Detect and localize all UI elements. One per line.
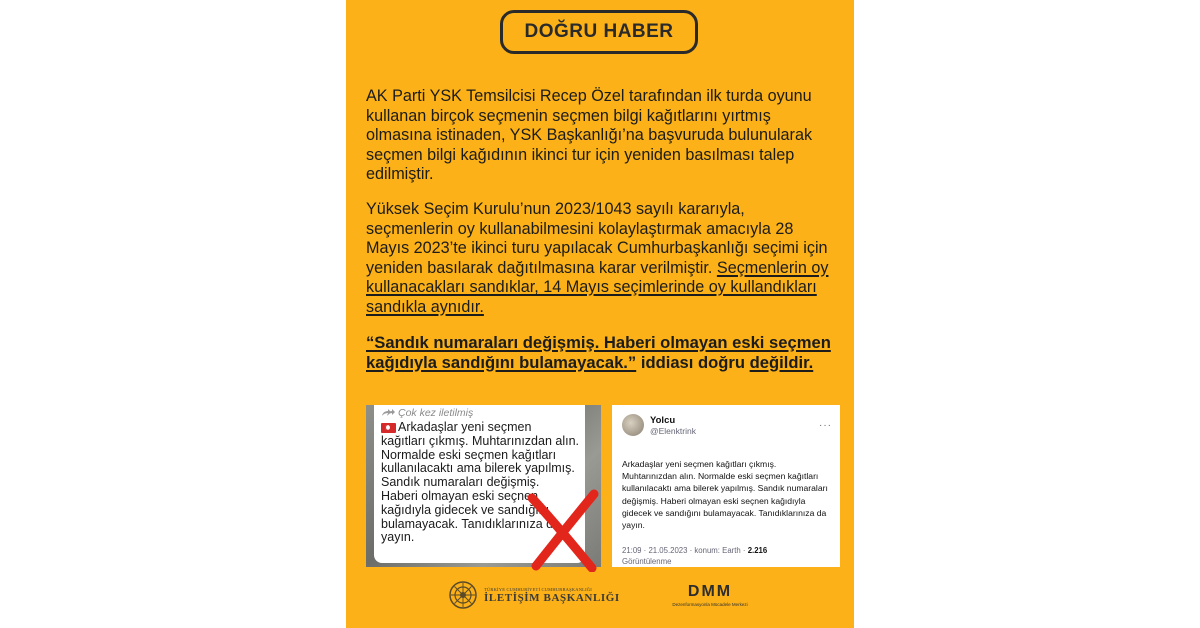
tweet-timestamp: 21:09 · 21.05.2023 · konum: Earth ·	[622, 546, 748, 556]
iletisim-text	[484, 587, 620, 604]
claim-verdict	[366, 333, 836, 372]
iletisim-baskanligi-logo	[448, 580, 620, 610]
tweet-name: Yolcu	[650, 414, 676, 426]
forwarded-text: Çok kez iletilmiş	[398, 407, 474, 419]
paragraph-ysk-underlined: Seçmenlerin oy kullanacakları sandıklar, 14 Mayıs seçimlerinde oy kullandıkları sandıkla aynıdır.	[366, 258, 829, 316]
forwarded-label	[381, 407, 579, 419]
iletisim-big: İLETİŞİM BAŞKANLIĞI	[484, 591, 620, 604]
claim-quote: “Sandık numaraları değişmiş. Haberi olmayan eski seçmen kağıdıyla sandığını bulamayacak.”	[366, 333, 831, 372]
tweet-screenshot	[612, 405, 840, 567]
paragraph-ysk-decision	[366, 200, 836, 317]
dmm-title: DMM	[687, 583, 733, 600]
tweet-handle: @Elenktrink	[650, 425, 696, 436]
paragraph-ysk-request: AK Parti YSK Temsilcisi Recep Özel tarafından ilk turda oyunu kullanan birçok seçmenin seçmen bilgi kağıtlarını yırtmış olmasına istinaden, YSK Başkanlığı’na başvuruda bulunularak seçmen bilgi kağıdının ikinci tur için yeniden basılması talep edilmiştir.	[366, 87, 813, 183]
poster	[346, 0, 854, 628]
tweet-views-count: 2.216	[747, 546, 768, 556]
verdict-end: değildir.	[749, 352, 814, 372]
whatsapp-message-text: Arkadaşlar yeni seçmen kağıtları çıkmış. Muhtarınızdan alın. Normalde eski seçmen kağıtları kullanılacaktı ama bilerek yapılmış. Sandık numaraları değişmiş. Haberi olmayan eski seçnen kağıdıyla gidecek ve sandığını bulamayacak. Tanıdıklarınıza da yayın.	[381, 420, 579, 545]
iletisim-small: TÜRKİYE CUMHURİYETİ CUMHURBAŞKANLIĞI	[484, 586, 592, 592]
false-x-icon	[526, 488, 602, 572]
seal-icon	[448, 580, 478, 610]
tweet-views-label: Görüntülenme	[622, 557, 672, 567]
avatar	[622, 414, 644, 436]
tweet-user	[650, 415, 696, 436]
verdict-mid: iddiası doğru	[636, 352, 750, 372]
badge-label: DOĞRU HABER	[524, 21, 674, 42]
dmm-logo	[664, 584, 756, 607]
paragraph-ysk-decision-text: Yüksek Seçim Kurulu’nun 2023/1043 sayılı kararıyla, seçmenlerin oy kullanabilmesini kolaylaştırmak amacıyla 28 Mayıs 2023’te ikinci turu yapılacak Cumhurbaşkanlığı seçimi için yeniden basılarak dağıtılmasına karar verilmiştir.	[366, 200, 828, 277]
dogru-haber-badge	[500, 10, 698, 54]
tweet-header	[622, 414, 832, 436]
tweet-meta	[622, 545, 832, 567]
forward-arrows-icon	[381, 409, 395, 417]
more-options-icon: ···	[819, 419, 832, 431]
tweet-body: Arkadaşlar yeni seçmen kağıtları çıkmış. Muhtarınızdan alın. Normalde eski seçmen kağıtları kullanılacaktı ama bilerek yapılmış. Sandık numaraları değişmiş. Haberi olmayan eski seçnen kağıdıyla gidecek ve sandığını bulamayacak. Tanıdıklarınıza da yayın.	[622, 459, 828, 531]
dmm-subtitle: Dezenformasyonla Mücadele Merkezi	[672, 602, 748, 607]
turkey-flag-icon	[381, 423, 396, 433]
